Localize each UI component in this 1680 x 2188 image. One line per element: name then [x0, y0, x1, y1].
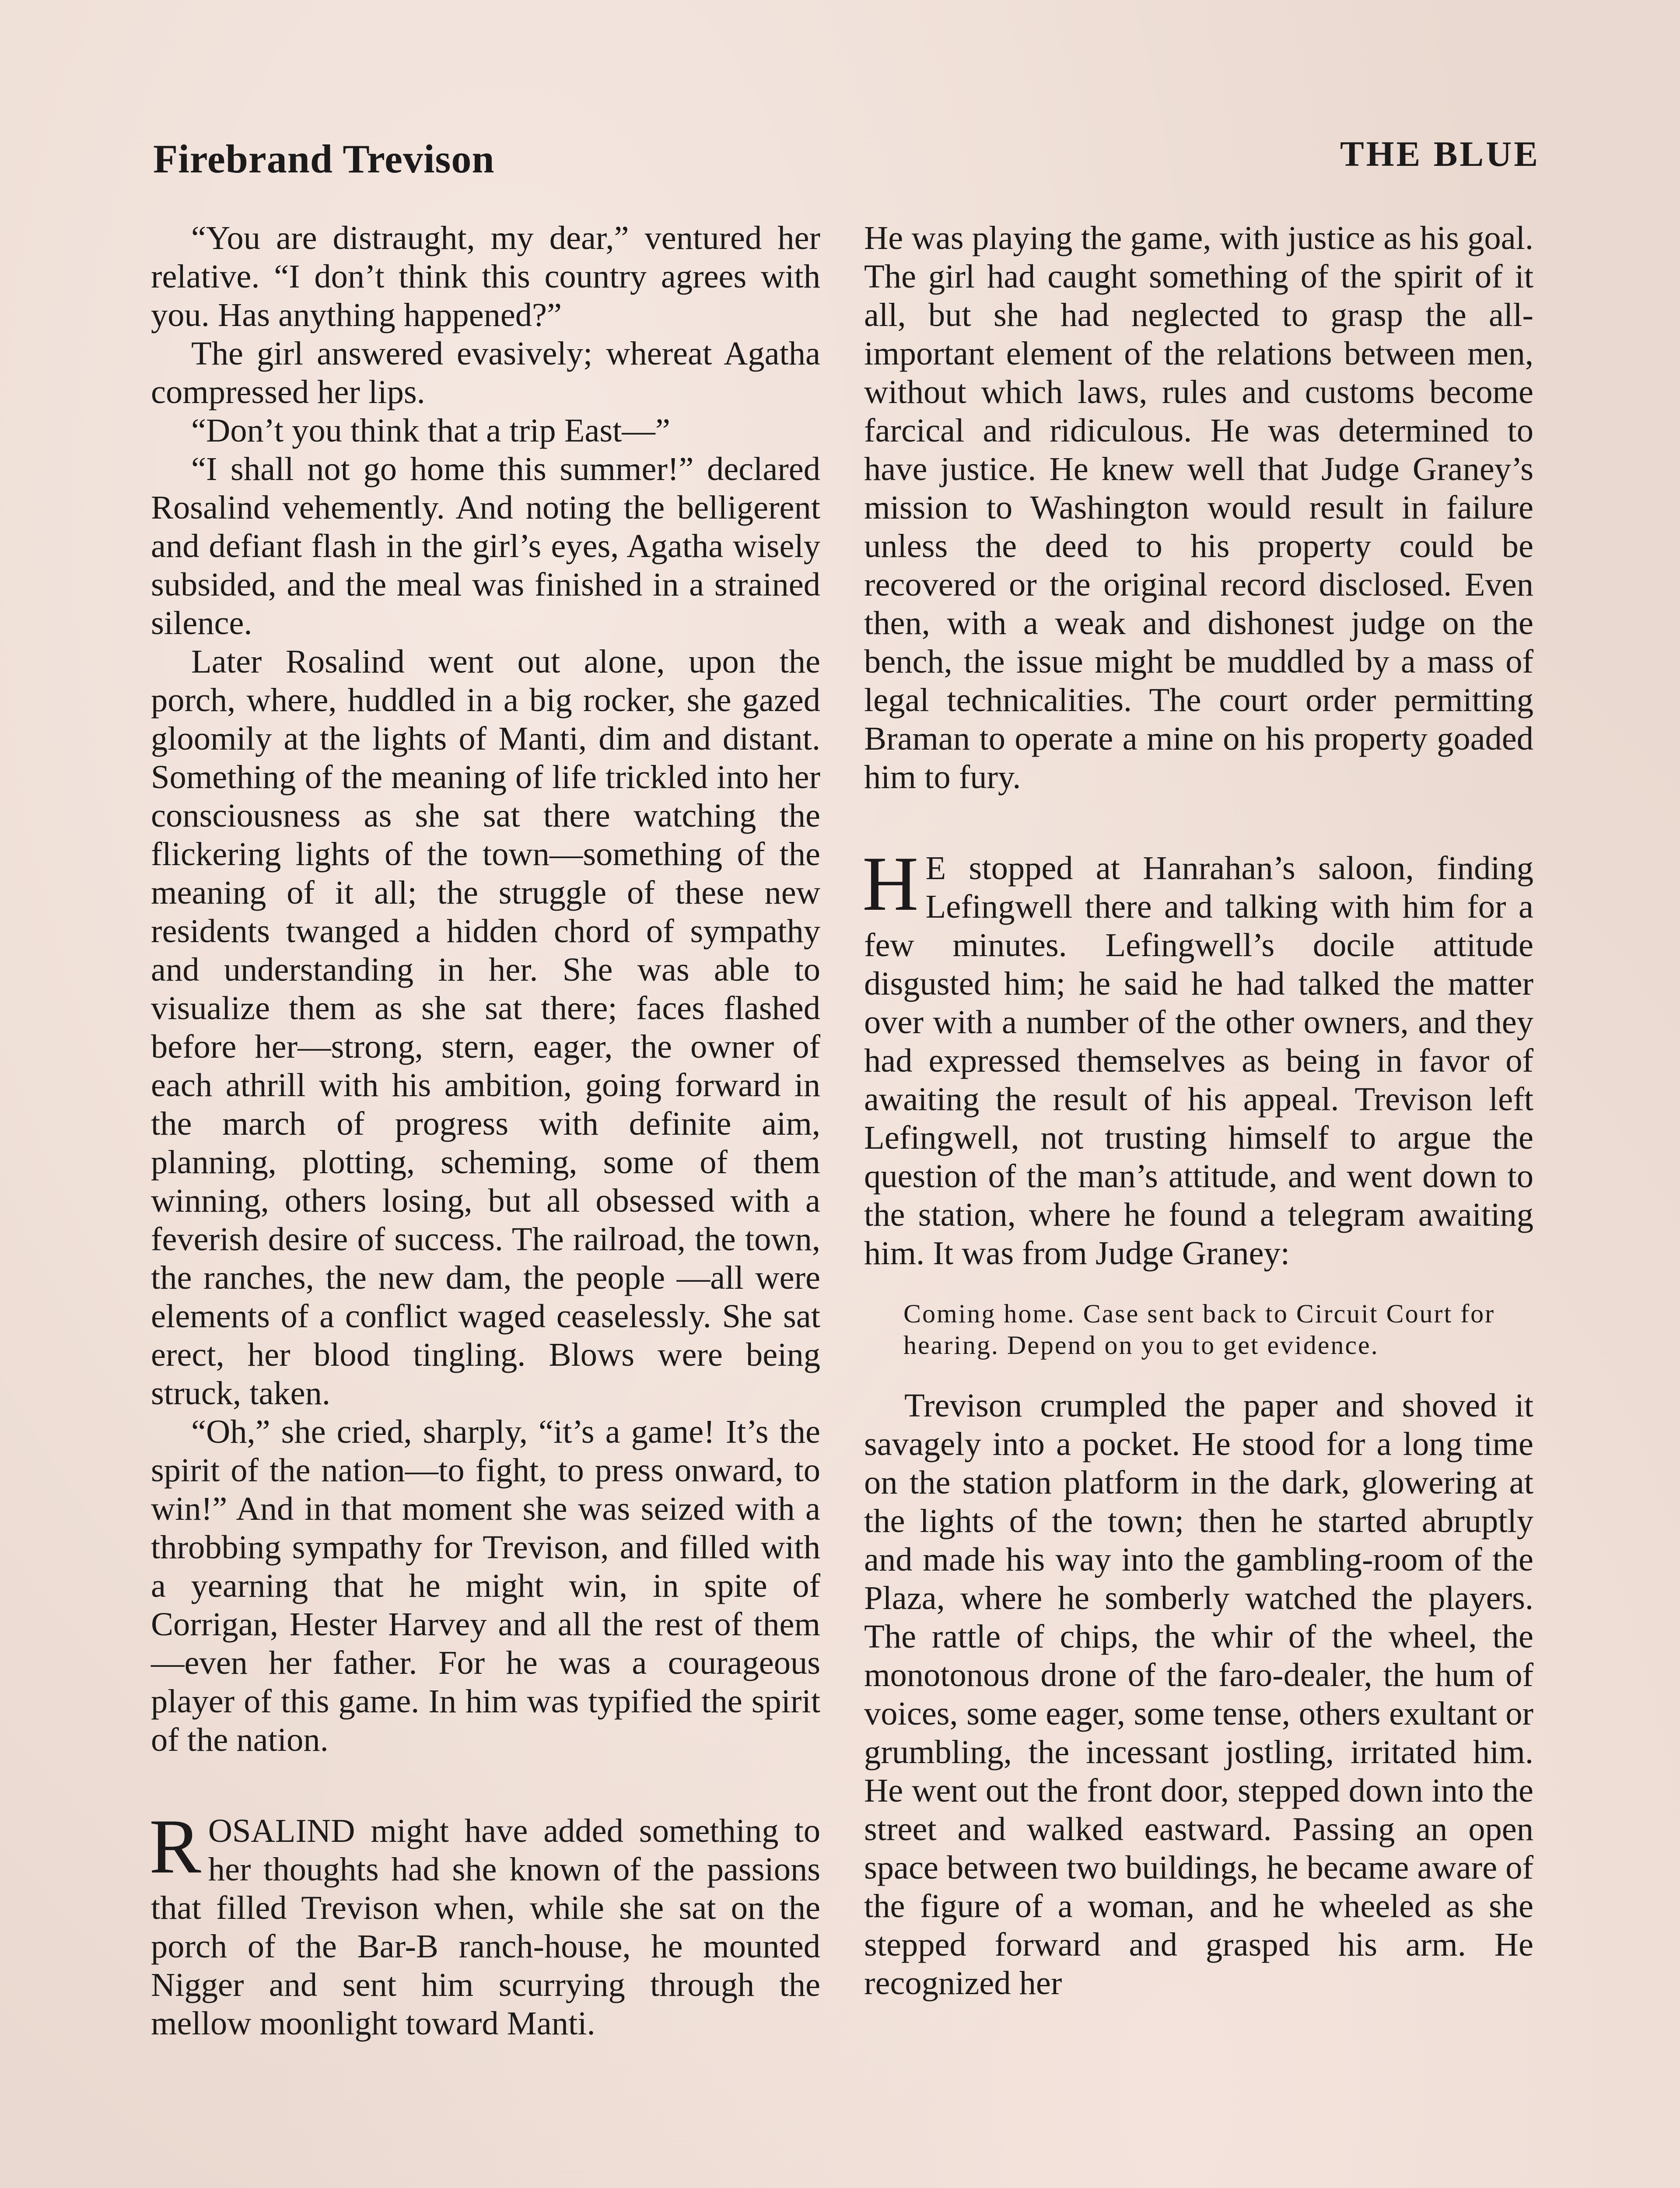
- paragraph: “You are distraught, my dear,” ventured her relative. “I don’t think this country agrees with you. Has anything happened?”: [151, 219, 820, 333]
- paragraph: Later Rosalind went out alone, upon the porch, where, huddled in a big rocker, she gazed gloomily at the lights of Manti, dim and distant. Something of the meaning of life trickled into her consciousness as she sat there watching the flickering lights of the town—something of the meaning of it all; the struggle of these new residents twanged a hidden chord of sympathy and understanding in her. She was able to visualize them as she sat there; faces flashed before her—strong, stern, eager, the owner of each athrill with his ambition, going forward in the march of progress with definite aim, planning, plotting, scheming, some of them winning, others losing, but all obsessed with a feverish desire of success. The railroad, the town, the ranches, the new dam, the people —all were elements of a conflict waged ceaselessly. She sat erect, her blood tingling. Blows were being struck, taken.: [151, 643, 820, 1412]
- paragraph-text: E stopped at Hanrahan’s saloon, finding Lefingwell there and talking with him for a few minutes. Lefingwell’s docile attitude disgusted him; he said he had talked the matter over with a number of the other owners, and they had expressed themselves as being in favor of awaiting the result of his appeal. Trevison left Lefingwell, not trusting himself to argue the question of the man’s attitude, and went down to the station, where he found a telegram awaiting him. It was from Judge Graney:: [864, 849, 1533, 1272]
- paragraph: “I shall not go home this summer!” declared Rosalind vehemently. And noting the belligerent and defiant flash in the girl’s eyes, Agatha wisely subsided, and the meal was finished in a strained silence.: [151, 450, 820, 642]
- paragraph: He was playing the game, with justice as his goal. The girl had caught something of the spirit of it all, but she had neglected to grasp the all-important element of the relations between men, without which laws, rules and customs become farcical and ridiculous. He was determined to have justice. He knew well that Judge Graney’s mission to Washington would result in failure unless the deed to his property could be recovered or the original record disclosed. Even then, with a weak and dishonest judge on the bench, the issue might be muddled by a mass of legal technicalities. The court order permitting Braman to operate a mine on his property goaded him to fury.: [864, 219, 1533, 796]
- left-column: [151, 219, 820, 2043]
- running-header-title: Firebrand Trevison: [153, 137, 495, 181]
- section-opening-paragraph: [862, 840, 1533, 1273]
- paragraph-text: OSALIND might have added something to her thoughts had she known of the passions that filled Trevison when, while she sat on the porch of the Bar-B ranch-house, he mounted Nigger and sent him scurrying through the mellow moonlight toward Manti.: [151, 1812, 820, 2042]
- paragraph: Trevison crumpled the paper and shoved it savagely into a pocket. He stood for a long time on the station platform in the dark, glowering at the lights of the town; then he started abruptly and made his way into the gambling-room of the Plaza, where he somberly watched the players. The rattle of chips, the whir of the wheel, the monotonous drone of the faro-dealer, the hum of voices, some eager, some tense, others exultant or grumbling, the incessant jostling, irritated him. He went out the front door, stepped down into the street and walked eastward. Passing an open space between two buildings, he became aware of the figure of a woman, and he wheeled as she stepped forward and grasped his arm. He recognized her: [864, 1387, 1533, 2002]
- paragraph: “Oh,” she cried, sharply, “it’s a game! It’s the spirit of the nation—to fight, to press onward, to win!” And in that moment she was seized with a throbbing sympathy for Trevison, and filled with a yearning that he might win, in spite of Corrigan, Hester Harvey and all the rest of them—even her father. For he was a courageous player of this game. In him was typified the spirit of the nation.: [151, 1413, 820, 1758]
- drop-cap: H: [862, 840, 919, 927]
- paragraph: The girl answered evasively; whereat Agatha compressed her lips.: [151, 335, 820, 410]
- running-header-magazine: THE BLUE: [1340, 134, 1540, 174]
- right-column: [864, 219, 1533, 2002]
- section-opening-paragraph: [149, 1803, 820, 2043]
- paragraph: “Don’t you think that a trip East—”: [191, 412, 670, 449]
- drop-cap: R: [149, 1803, 201, 1890]
- telegram-text: Coming home. Case sent back to Circuit Court for hearing. Depend on you to get evidence.: [903, 1299, 1495, 1360]
